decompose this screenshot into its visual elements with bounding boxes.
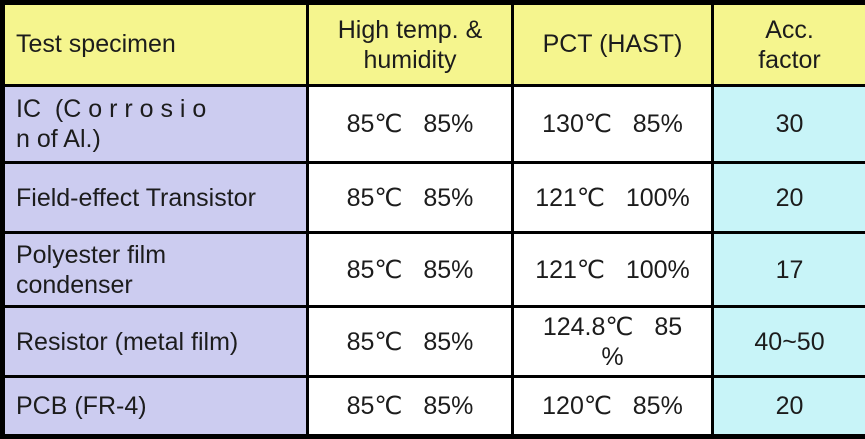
specimen-ic — [3, 86, 308, 163]
specimen-polyester-line-1: Polyester film — [16, 240, 306, 270]
fet-pct-value — [513, 163, 713, 233]
pcb-pct-value — [513, 377, 713, 437]
resistor-high-temp-text: 85℃ 85% — [309, 327, 511, 357]
fet-pct-text: 121℃ 100% — [514, 183, 711, 213]
header-acc-factor — [713, 3, 865, 86]
fet-high-temp-text: 85℃ 85% — [309, 183, 511, 213]
table-row-polyester — [3, 233, 865, 307]
resistor-acc-factor — [713, 307, 865, 377]
ic-acc-factor — [713, 86, 865, 163]
resistor-pct-value — [513, 307, 713, 377]
polyester-acc-text: 17 — [714, 255, 865, 285]
header-test-specimen: Test specimen — [3, 3, 308, 86]
specimen-polyester-line-2: condenser — [16, 270, 306, 300]
polyester-pct-value — [513, 233, 713, 307]
specimen-fet — [3, 163, 308, 233]
header-acc-line-2: factor — [714, 45, 865, 75]
polyester-acc-factor — [713, 233, 865, 307]
table-row-pcb — [3, 377, 865, 437]
ic-high-temp-value — [308, 86, 513, 163]
header-pct-hast: PCT (HAST) — [513, 3, 713, 86]
resistor-high-temp-value — [308, 307, 513, 377]
ic-high-temp-text: 85℃ 85% — [309, 109, 511, 139]
table-row-ic — [3, 86, 865, 163]
polyester-high-temp-text: 85℃ 85% — [309, 255, 511, 285]
specimen-polyester — [3, 233, 308, 307]
polyester-high-temp-value — [308, 233, 513, 307]
pcb-pct-text: 120℃ 85% — [514, 391, 711, 421]
fet-high-temp-value — [308, 163, 513, 233]
specimen-ic-line-1: IC (C o r r o s i o — [16, 94, 306, 124]
pcb-acc-text: 20 — [714, 391, 865, 421]
fet-acc-text: 20 — [714, 183, 865, 213]
table-row-fet — [3, 163, 865, 233]
header-high-temp-line-2: humidity — [309, 45, 511, 75]
table-row-resistor — [3, 307, 865, 377]
resistor-acc-text: 40~50 — [714, 327, 865, 357]
pcb-high-temp-text: 85℃ 85% — [309, 391, 511, 421]
specimen-pcb — [3, 377, 308, 437]
specimen-ic-line-2: n of Al.) — [16, 124, 306, 154]
ic-acc-text: 30 — [714, 109, 865, 139]
specimen-pcb-line-1: PCB (FR-4) — [16, 391, 306, 421]
specimen-resistor-line-1: Resistor (metal film) — [16, 327, 306, 357]
header-high-temp-humidity — [308, 3, 513, 86]
header-acc-line-1: Acc. — [714, 15, 865, 45]
pcb-acc-factor — [713, 377, 865, 437]
specimen-resistor — [3, 307, 308, 377]
ic-pct-text: 130℃ 85% — [514, 109, 711, 139]
specimen-fet-line-1: Field-effect Transistor — [16, 183, 306, 213]
resistor-pct-line-1: 124.8℃ 85 — [514, 312, 711, 342]
ic-pct-value — [513, 86, 713, 163]
polyester-pct-text: 121℃ 100% — [514, 255, 711, 285]
header-row — [3, 3, 865, 86]
fet-acc-factor — [713, 163, 865, 233]
resistor-pct-line-2: % — [514, 342, 711, 372]
header-high-temp-line-1: High temp. & — [309, 15, 511, 45]
pcb-high-temp-value — [308, 377, 513, 437]
